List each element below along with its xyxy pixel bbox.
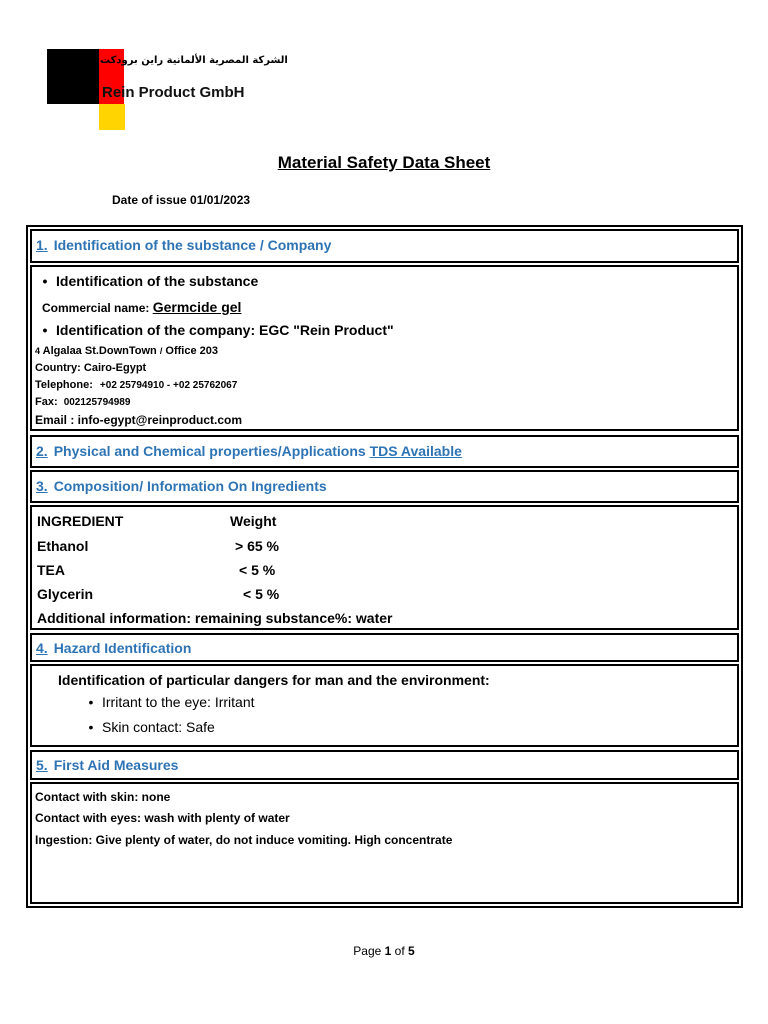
first-aid-line: Ingestion: Give plenty of water, do not induce vomiting. High concentrate — [35, 833, 453, 847]
section-3-body — [30, 505, 739, 630]
page-footer: Page 1 of 5 — [353, 944, 415, 958]
bullet-icon: • — [88, 719, 94, 735]
section-1-body — [30, 265, 739, 431]
document-title: Material Safety Data Sheet — [277, 153, 491, 172]
date-of-issue: Date of issue 01/01/2023 — [112, 193, 251, 207]
section-title: First Aid Measures — [53, 757, 179, 773]
substance-heading: • Identification of the substance — [34, 273, 258, 289]
section-title: Hazard Identification — [53, 640, 192, 656]
section-number: 5. — [36, 757, 48, 773]
page-total: 5 — [408, 944, 415, 958]
company-logo — [44, 46, 288, 132]
telephone: Telephone: +02 25794910 - +02 25762067 — [35, 379, 238, 391]
section-title: Physical and Chemical properties/Applications — [53, 443, 366, 459]
section-number: 3. — [36, 478, 48, 494]
section-title: Composition/ Information On Ingredients — [53, 478, 327, 494]
first-aid-line: Contact with eyes: wash with plenty of water — [35, 811, 290, 825]
section-title: Identification of the substance / Company — [53, 237, 332, 253]
commercial-name: Commercial name: Germcide gel — [42, 299, 242, 315]
country: Country: Cairo-Egypt — [35, 362, 147, 374]
section-5-body — [30, 782, 739, 904]
bullet-icon: • — [88, 694, 94, 710]
section-number: 2. — [36, 443, 48, 459]
section-4-header — [30, 633, 739, 662]
section-4-body — [30, 664, 739, 747]
section-number: 1. — [36, 237, 48, 253]
company-heading: • Identification of the company: EGC "Rein Product" — [34, 322, 394, 338]
email: Email : info-egypt@reinproduct.com — [35, 413, 243, 427]
first-aid-line: Contact with skin: none — [35, 790, 171, 804]
logo-black-square — [47, 49, 100, 104]
hazard-heading: Identification of particular dangers for man and the environment: — [58, 672, 490, 688]
additional-information: Additional information: remaining substance%: water — [37, 610, 393, 626]
logo-arabic-name: الشركة المصرية الألمانية راين برودكت — [100, 55, 288, 66]
page-number: 1 — [384, 944, 392, 958]
section-5-header — [30, 750, 739, 780]
fax: Fax: 002125794989 — [35, 396, 131, 408]
section-2-header — [30, 435, 739, 468]
table-row: Glycerin < 5 % — [37, 586, 280, 602]
section-3-header — [30, 470, 739, 503]
logo-yellow-square — [99, 104, 125, 130]
section-number: 4. — [36, 640, 48, 656]
section-1-header — [30, 229, 739, 263]
commercial-name-value: Germcide gel — [152, 299, 242, 315]
table-row: TEA < 5 % — [37, 562, 276, 578]
bullet-icon: • — [42, 322, 48, 338]
tds-available-link[interactable]: TDS Available — [369, 443, 462, 459]
logo-company-name: Rein Product GmbH — [102, 84, 245, 101]
ingredient-table-header: INGREDIENT Weight — [37, 513, 277, 529]
bullet-icon: • — [42, 273, 48, 289]
address: 4 Algalaa St.DownTown / Office 203 — [35, 345, 218, 357]
list-item: • Skin contact: Safe — [80, 719, 215, 735]
table-row: Ethanol > 65 % — [37, 538, 279, 554]
list-item: • Irritant to the eye: Irritant — [80, 694, 255, 710]
